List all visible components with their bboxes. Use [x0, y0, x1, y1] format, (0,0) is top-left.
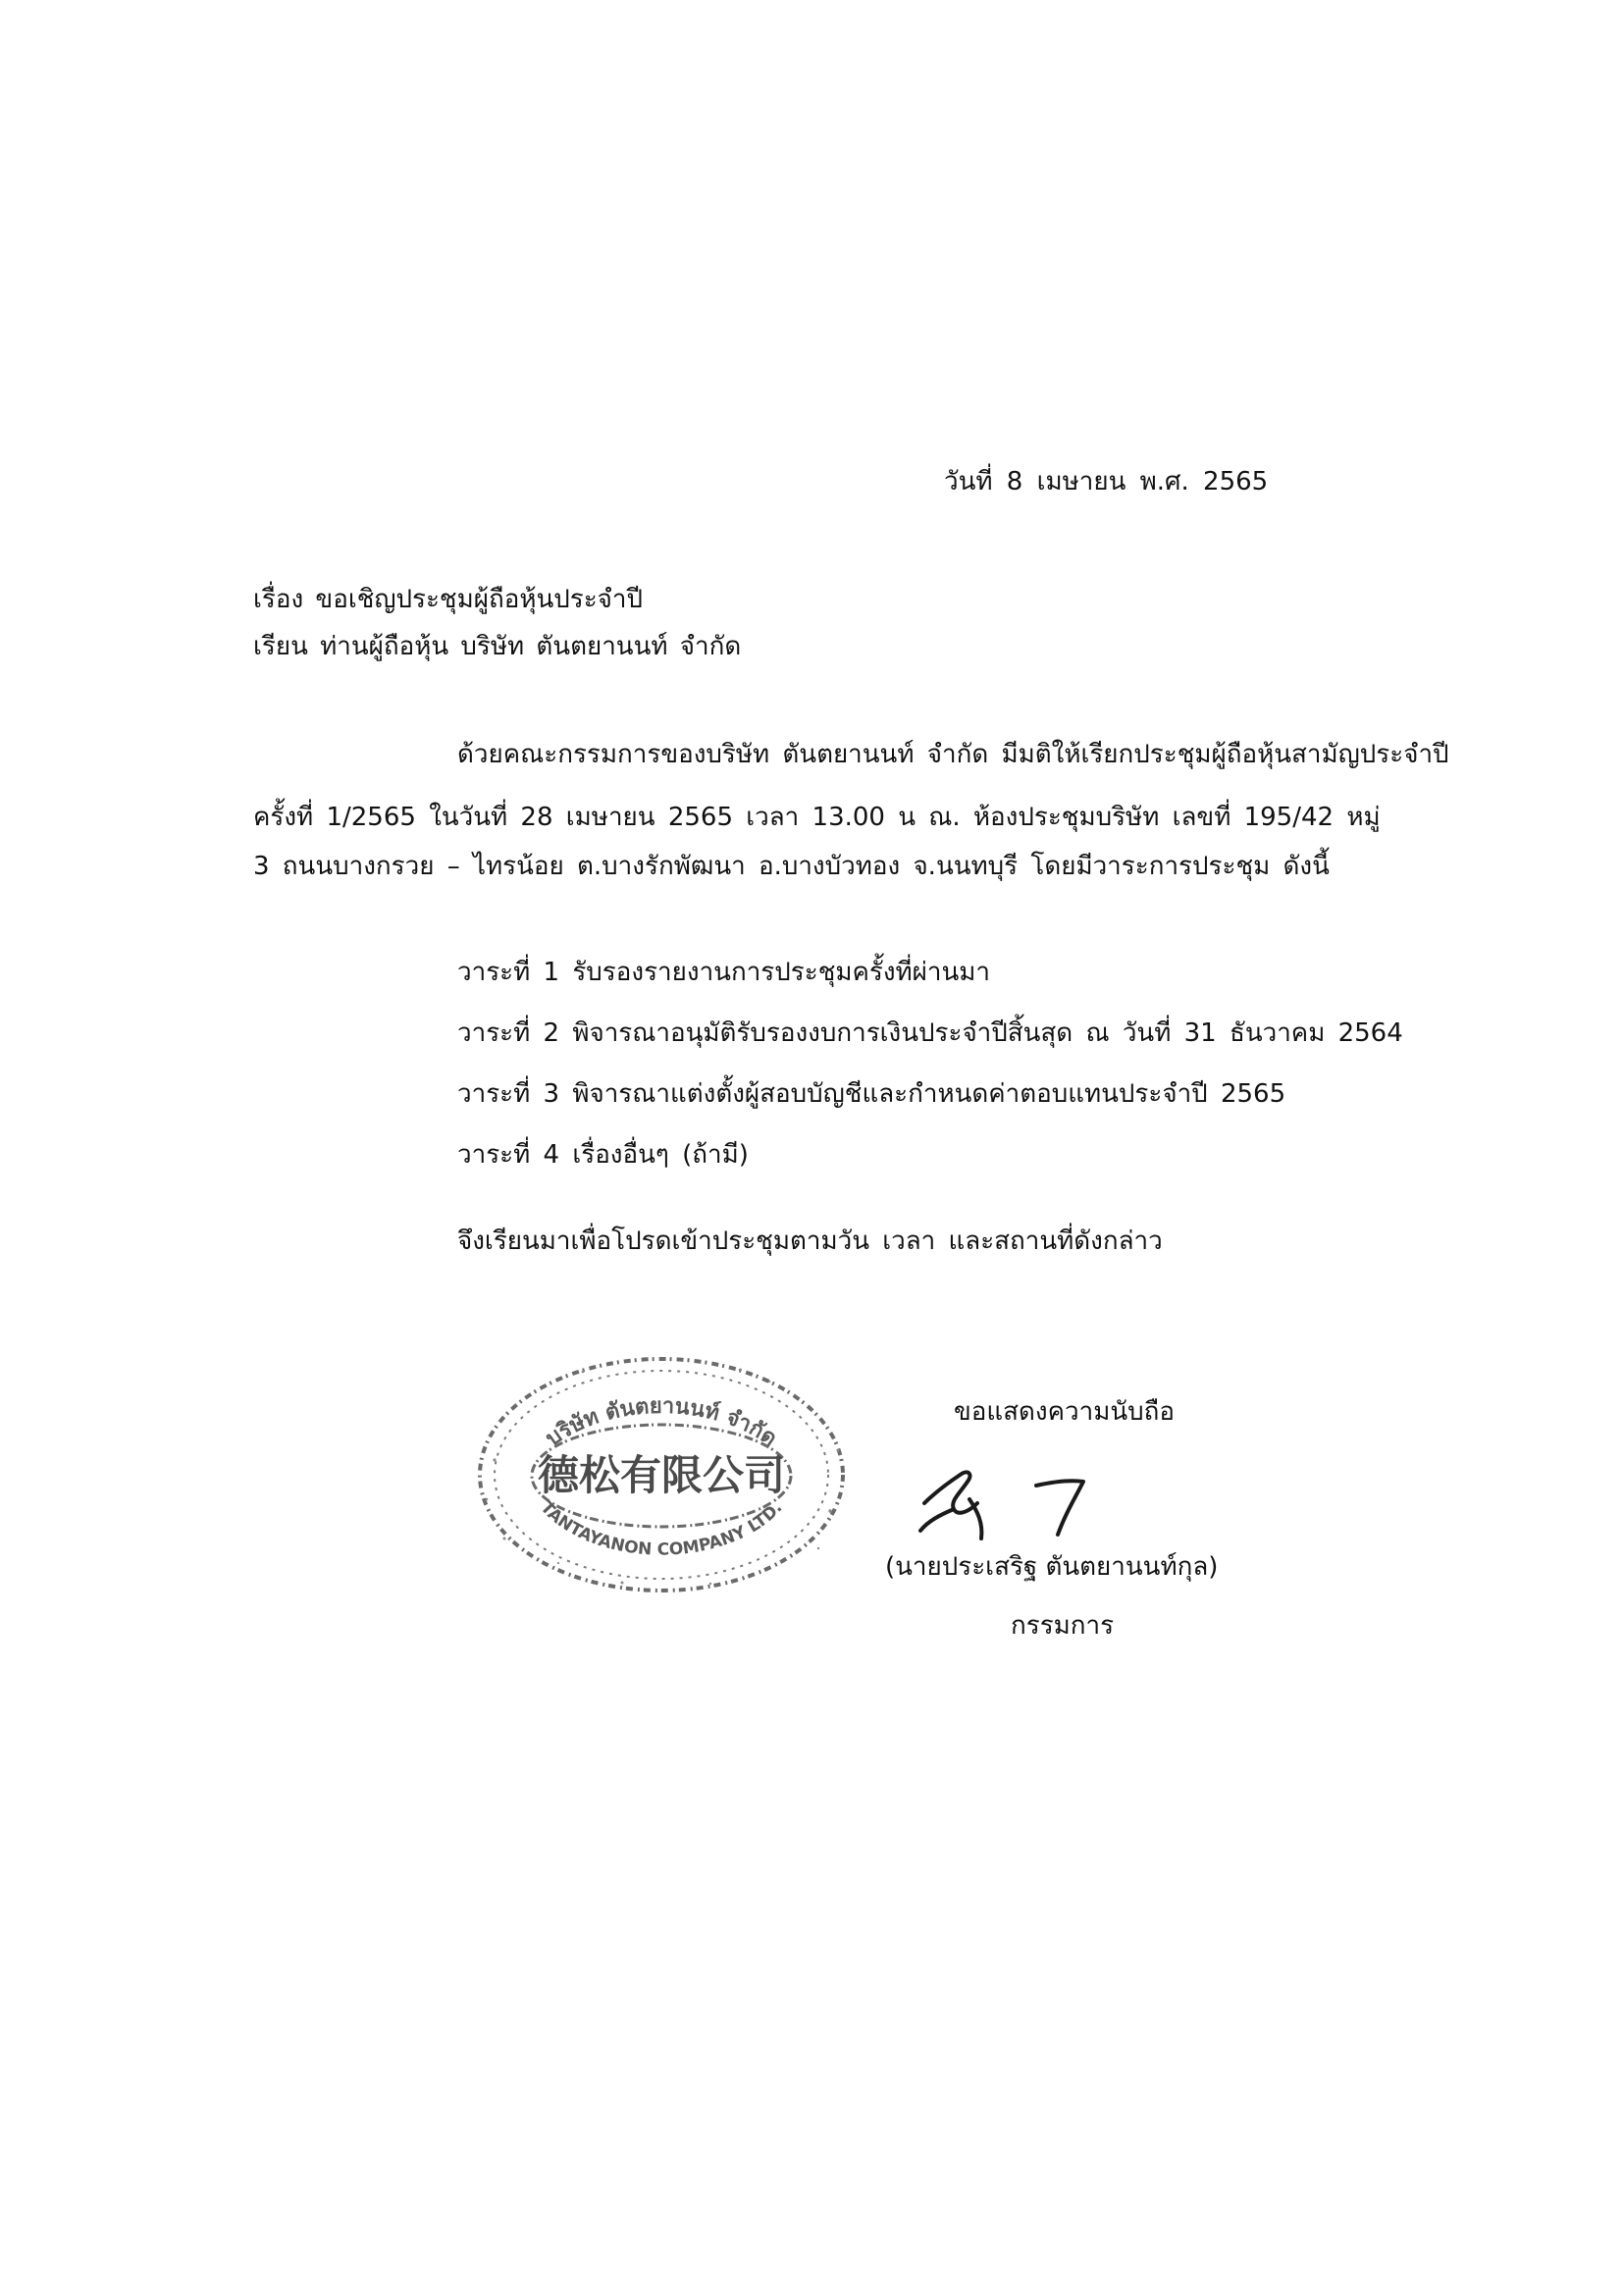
- agenda-list: [457, 956, 1403, 1199]
- agenda-item-3: วาระที่ 3 พิจารณาแต่งตั้งผู้สอบบัญชีและกำหนดค่าตอบแทนประจำปี 2565: [457, 1079, 1286, 1109]
- signer-title: กรรมการ: [1011, 1611, 1115, 1641]
- letter-subject: เรื่อง ขอเชิญประชุมผู้ถือหุ้นประจำปี: [253, 585, 643, 614]
- seal-center-text: 德松有限公司: [537, 1451, 786, 1499]
- body-line-3: 3 ถนนบางกรวย – ไทรน้อย ต.บางรักพัฒนา อ.บางบัวทอง จ.นนทบุรี โดยมีวาระการประชุม ดังนี้: [253, 852, 1330, 881]
- agenda-item-1: วาระที่ 1 รับรองรายงานการประชุมครั้งที่ผ่านมา: [457, 958, 991, 987]
- seal-top-text: บริษัท ตันตยานนท์ จำกัด: [541, 1393, 782, 1452]
- signer-name: (นายประเสริฐ ตันตยานนท์กุล): [885, 1552, 1219, 1582]
- seal-bottom-text: TANTAYANON COMPANY LTD.: [536, 1497, 787, 1560]
- letter-date: วันที่ 8 เมษายน พ.ศ. 2565: [944, 467, 1269, 496]
- body-line-1: ด้วยคณะกรรมการของบริษัท ตันตยานนท์ จำกัด มีมติให้เรียกประชุมผู้ถือหุ้นสามัญประจำปี: [457, 740, 1449, 769]
- letter-addressee: เรียน ท่านผู้ถือหุ้น บริษัท ตันตยานนท์ จำกัด: [253, 632, 742, 661]
- agenda-item-4: วาระที่ 4 เรื่องอื่นๆ (ถ้ามี): [457, 1140, 749, 1170]
- body-line-2: ครั้งที่ 1/2565 ในวันที่ 28 เมษายน 2565 เวลา 13.00 น ณ. ห้องประชุมบริษัท เลขที่ 195/42 หมู่: [253, 803, 1381, 832]
- company-seal-stamp: [465, 1342, 858, 1597]
- regards-line: ขอแสดงความนับถือ: [954, 1397, 1175, 1427]
- agenda-item-2: วาระที่ 2 พิจารณาอนุมัติรับรองงบการเงินประจำปีสิ้นสุด ณ วันที่ 31 ธันวาคม 2564: [457, 1018, 1403, 1048]
- closing-line: จึงเรียนมาเพื่อโปรดเข้าประชุมตามวัน เวลา และสถานที่ดังกล่าว: [457, 1226, 1163, 1256]
- handwritten-signature: [911, 1452, 1117, 1550]
